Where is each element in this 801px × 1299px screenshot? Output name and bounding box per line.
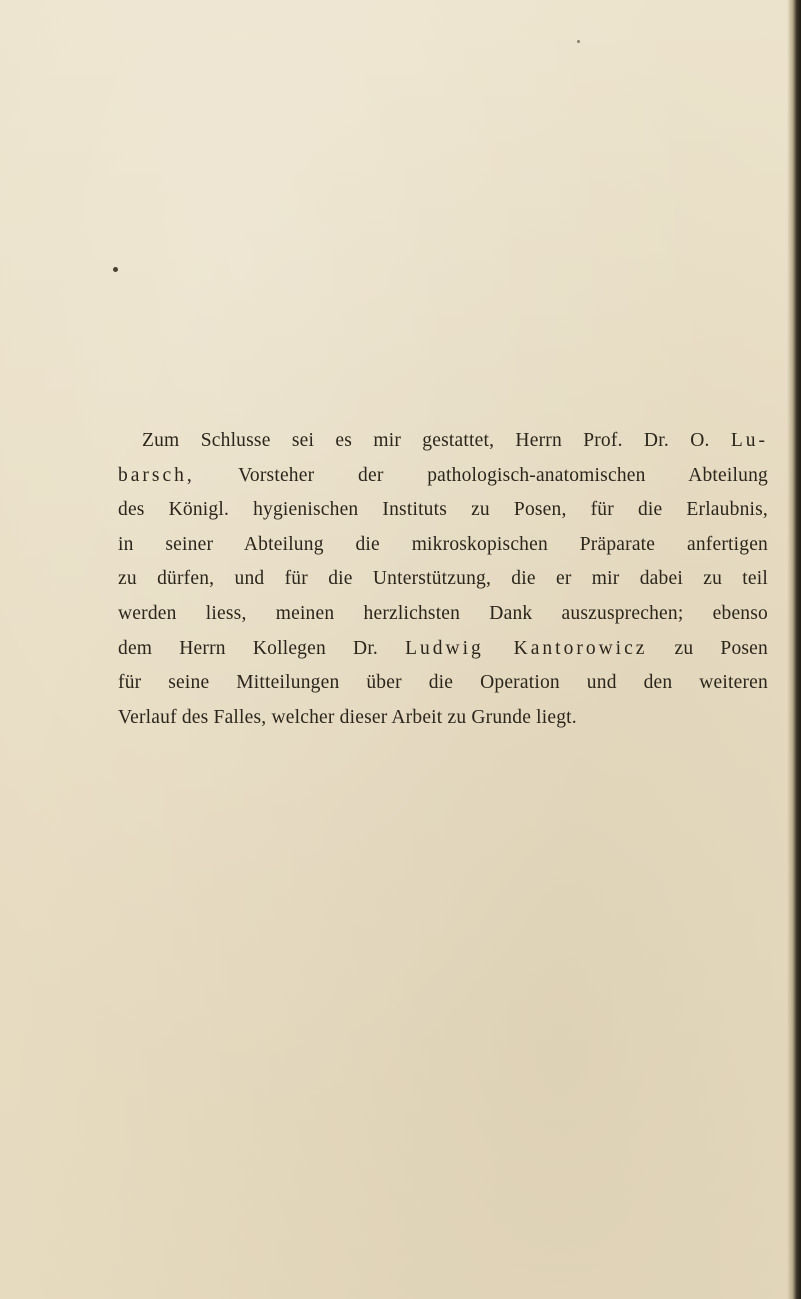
line-text: zu Posen (647, 637, 768, 659)
line-text-spaced: Lu- (730, 430, 768, 451)
line-text-spaced: barsch, (118, 464, 195, 486)
paragraph-line (118, 424, 768, 459)
line-text: Zum Schlusse sei es mir gestattet, Herrn Prof. Dr. O. (142, 430, 731, 451)
paragraph-line: in seiner Abteilung die mikroskopischen Präparate anfertigen (118, 533, 768, 555)
ink-speck (577, 40, 580, 43)
paragraph-line (118, 632, 768, 667)
acknowledgement-paragraph (118, 424, 768, 735)
page-edge-shadow (787, 0, 801, 1299)
paragraph-line (118, 459, 768, 494)
line-text: Vorsteher der pathologisch-anatomischen Abteilung (194, 464, 768, 486)
paragraph-line: werden liess, meinen herzlichsten Dank auszusprechen; ebenso (118, 602, 768, 624)
paragraph-line: für seine Mitteilungen über die Operation und den weiteren (118, 672, 768, 694)
ink-speck (113, 267, 118, 272)
paragraph-line: zu dürfen, und für die Unterstützung, die er mir dabei zu teil (118, 568, 768, 590)
line-text-spaced: Ludwig Kantorowicz (405, 637, 648, 659)
line-text: dem Herrn Kollegen Dr. (118, 637, 406, 659)
paragraph-line: des Königl. hygienischen Instituts zu Posen, für die Erlaubnis, (118, 499, 768, 521)
paragraph-line: Verlauf des Falles, welcher dieser Arbeit zu Grunde liegt. (118, 706, 577, 728)
